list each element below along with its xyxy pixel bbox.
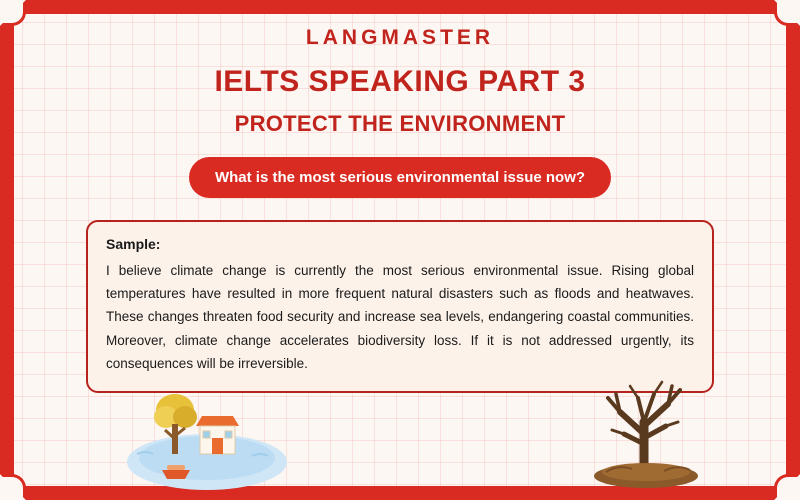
frame-right-border	[786, 0, 800, 500]
frame-left-border	[0, 0, 14, 500]
question-pill: What is the most serious environmental issue now?	[189, 157, 611, 198]
brand-logo-text: LANGMASTER	[305, 26, 495, 49]
page-title: IELTS SPEAKING PART 3	[214, 65, 586, 98]
flooded-house-illustration	[112, 384, 302, 494]
question-row	[14, 157, 786, 198]
dead-tree-illustration	[572, 364, 722, 494]
page-subtitle: PROTECT THE ENVIRONMENT	[234, 111, 566, 136]
frame-top-border	[0, 0, 800, 14]
sample-answer-text: I believe climate change is currently the most serious environmental issue. Rising global temperatures have resulted in more frequent natural disasters such as floods and heatwaves. These changes threaten food security and increase sea levels, endangering coastal communities. Moreover, climate change accelerates biodiversity loss. If it is not addressed urgently, its consequences will be irreversible.	[106, 263, 694, 371]
sample-label: Sample:	[106, 236, 161, 252]
